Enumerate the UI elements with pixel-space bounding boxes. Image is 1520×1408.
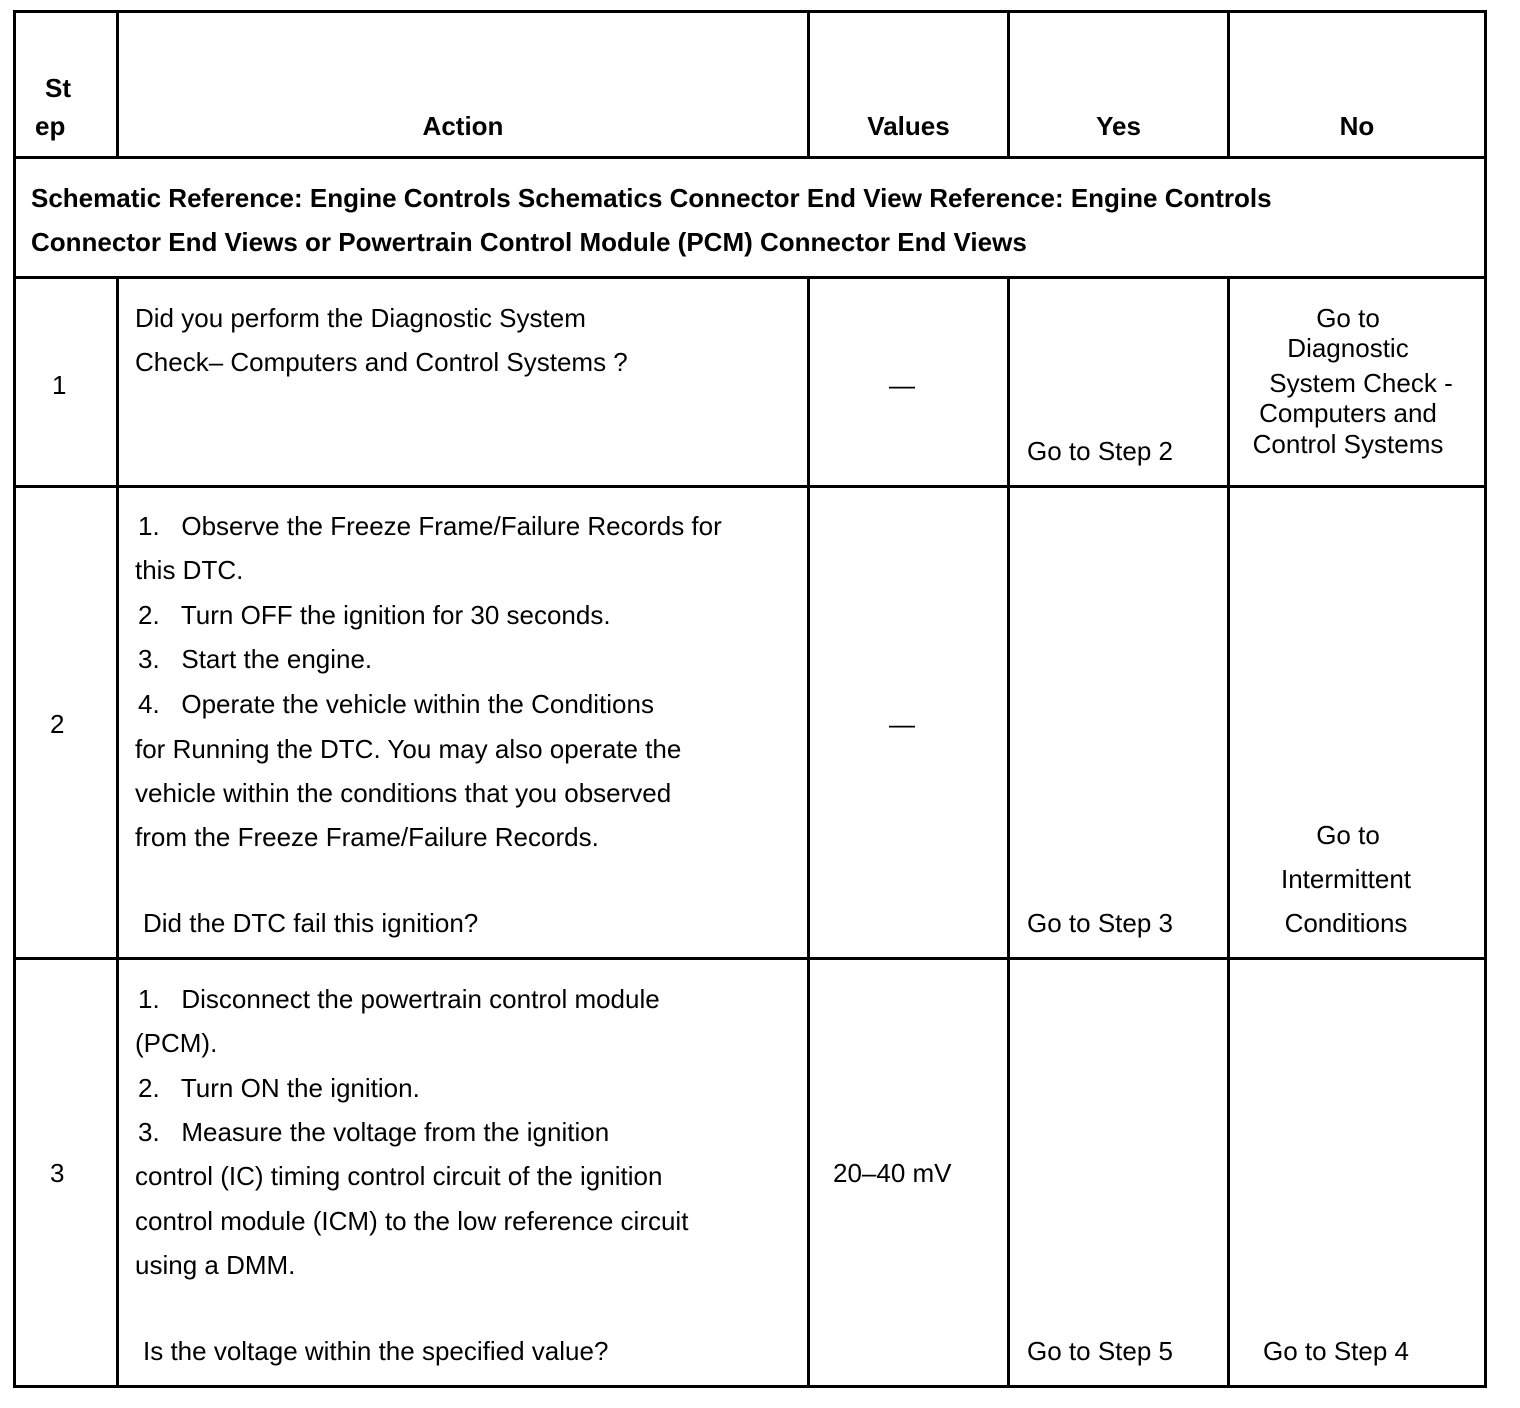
schematic-reference-line2: Connector End Views or Powertrain Control Module (PCM) Connector End Views [31,227,1027,257]
row3-action-line6: control module (ICM) to the low reference circuit [135,1206,689,1236]
header-values: Values [867,111,950,141]
row3-value: 20–40 mV [833,1158,952,1188]
rule-top [13,10,1487,13]
row1-value: — [889,370,915,400]
row2-question: Did the DTC fail this ignition? [143,908,479,938]
row2-action-line5: 4. Operate the vehicle within the Conditions [138,689,654,719]
row1-no-line2: Diagnostic [1287,333,1409,363]
rule-right [1484,10,1487,1388]
row1-no-line5: Control Systems [1252,429,1444,459]
rule-col-values [1007,276,1010,1388]
header-action: Action [422,111,504,141]
row3-action-line3: 2. Turn ON the ignition. [138,1073,420,1103]
row2-action-line8: from the Freeze Frame/Failure Records. [135,822,599,852]
rule-left [13,10,16,1388]
rule-reference-bottom [13,276,1487,279]
header-no: No [1339,111,1375,141]
row2-action-line3: 2. Turn OFF the ignition for 30 seconds. [138,600,611,630]
schematic-reference-line1: Schematic Reference: Engine Controls Schematics Connector End View Reference: Engine Controls [31,183,1272,213]
row3-action-line2: (PCM). [135,1028,218,1058]
row2-action-line4: 3. Start the engine. [138,644,373,674]
row2-no-line2: Intermittent [1280,864,1412,894]
row2-action-line6: for Running the DTC. You may also operate the [135,734,682,764]
row1-step: 1 [52,370,67,400]
row1-no-line1: Go to [1316,303,1380,333]
row3-no: Go to Step 4 [1263,1336,1409,1366]
row1-action-line2: Check– Computers and Control Systems ? [135,347,628,377]
header-step-line1: St [45,73,71,103]
row3-yes: Go to Step 5 [1027,1336,1173,1366]
row3-action-line7: using a DMM. [135,1250,296,1280]
row3-action-line1: 1. Disconnect the powertrain control module [138,984,660,1014]
row2-no-line1: Go to [1316,820,1380,850]
row1-no-line4: Computers and [1259,398,1437,428]
rule-row1-bottom [13,485,1487,488]
row2-action-line7: vehicle within the conditions that you observed [135,778,672,808]
row3-action-line4: 3. Measure the voltage from the ignition [138,1117,610,1147]
rule-col-action [807,276,810,1388]
row2-no-line3: Conditions [1284,908,1408,938]
row1-yes: Go to Step 2 [1027,436,1173,466]
row3-step: 3 [50,1158,65,1188]
row1-no-line3: System Check - [1269,368,1453,398]
row2-action-line2: this DTC. [135,555,244,585]
row1-action-line1: Did you perform the Diagnostic System [135,303,586,333]
row3-question: Is the voltage within the specified value? [143,1336,609,1366]
rule-header-bottom [13,156,1487,159]
rule-bottom [13,1385,1487,1388]
row2-action-line1: 1. Observe the Freeze Frame/Failure Records for [138,511,722,541]
rule-col-step [116,276,119,1388]
row2-yes: Go to Step 3 [1027,908,1173,938]
row3-action-line5: control (IC) timing control circuit of the ignition [135,1161,663,1191]
row2-value: — [889,709,915,739]
row2-step: 2 [50,709,65,739]
rule-row2-bottom [13,957,1487,960]
header-yes: Yes [1096,111,1141,141]
header-step-line2: ep [35,111,66,141]
